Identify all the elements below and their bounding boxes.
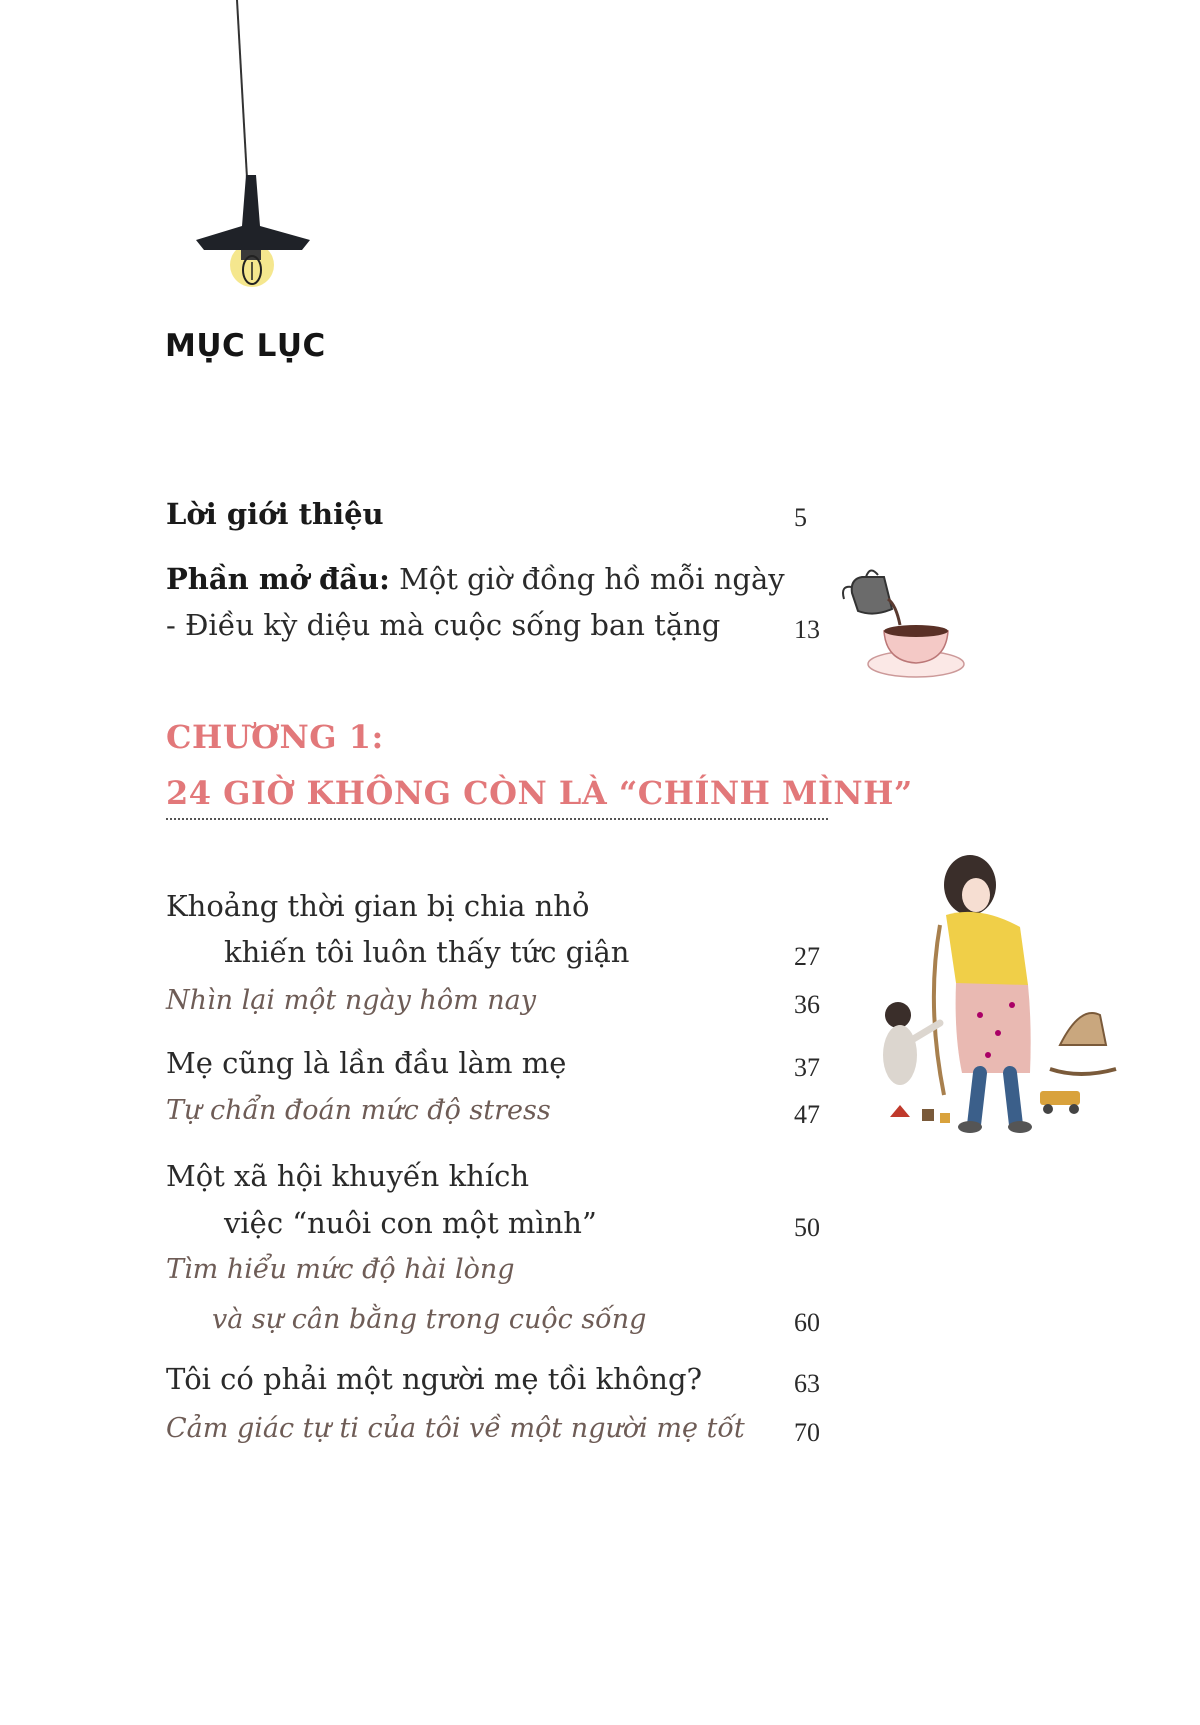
entry-title: Lời giới thiệu [166,497,384,531]
toc-subentry[interactable]: Tự chẩn đoán mức độ stress [166,1095,551,1126]
toc-subentry[interactable]: Nhìn lại một ngày hôm nay [166,985,537,1016]
entry-title: Một giờ đồng hồ mỗi ngày [399,562,785,596]
toc-entry-introduction[interactable] [166,497,384,531]
toc-subentry-continued: và sự cân bằng trong cuộc sống [212,1304,647,1335]
page-number: 13 [794,615,820,644]
toc-heading: MỤC LỤC [165,328,326,364]
teapot-cup-illustration [840,565,980,690]
page-number: 37 [794,1053,820,1082]
chapter-divider [166,818,828,820]
chapter-title[interactable]: 24 GIỜ KHÔNG CÒN LÀ “CHÍNH MÌNH” [166,774,913,812]
chapter-label: CHƯƠNG 1: [166,718,384,756]
page-number: 60 [794,1308,820,1337]
toc-entry-continued: khiến tôi luôn thấy tức giận [224,935,630,969]
page-number: 36 [794,990,820,1019]
mother-child-illustration [870,855,1120,1135]
toc-entry[interactable]: Khoảng thời gian bị chia nhỏ [166,889,590,923]
toc-entry[interactable]: Tôi có phải một người mẹ tồi không? [166,1362,703,1396]
lamp-illustration [190,0,340,300]
entry-title-continued: - Điều kỳ diệu mà cuộc sống ban tặng [166,608,721,642]
page-number: 50 [794,1213,820,1242]
toc-entry-continued: việc “nuôi con một mình” [224,1206,597,1240]
toc-subentry[interactable]: Tìm hiểu mức độ hài lòng [166,1254,515,1285]
toc-subentry[interactable]: Cảm giác tự ti của tôi về một người mẹ tốt [166,1413,745,1444]
page-number: 70 [794,1418,820,1447]
entry-title-prefix: Phần mở đầu: [166,562,390,596]
page-number: 27 [794,942,820,971]
page-number: 47 [794,1100,820,1129]
toc-entry[interactable]: Mẹ cũng là lần đầu làm mẹ [166,1046,567,1080]
toc-entry[interactable]: Một xã hội khuyến khích [166,1159,530,1193]
toc-entry-prologue[interactable] [166,562,785,596]
page-number: 5 [794,503,807,532]
page-number: 63 [794,1369,820,1398]
